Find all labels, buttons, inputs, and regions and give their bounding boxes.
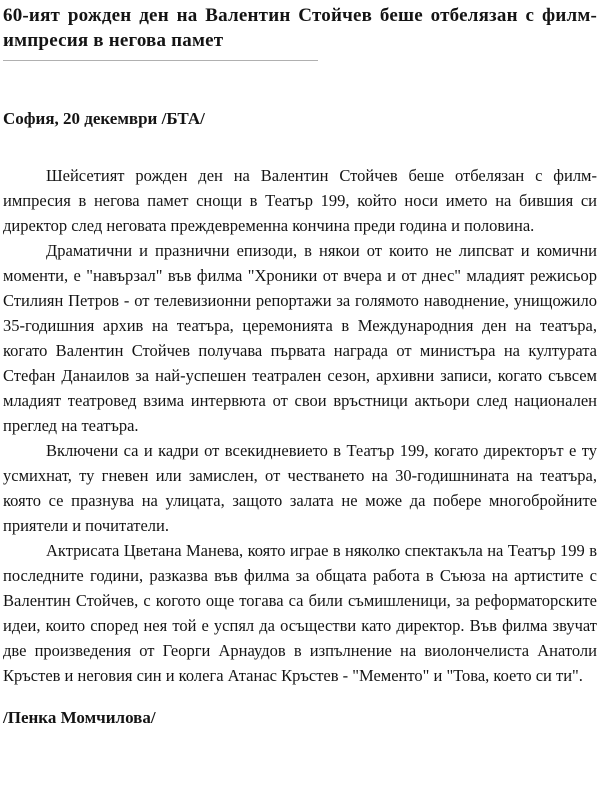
title-divider (3, 60, 318, 61)
byline: /Пенка Момчилова/ (3, 708, 156, 727)
article-title: 60-ият рожден ден на Валентин Стойчев беше отбелязан с филм-импресия в негова памет (3, 5, 597, 51)
article-paragraph: Актрисата Цветана Манева, която играе в няколко спектакъла на Театър 199 в последните години, разказва във филма за общата работа в Съюза на артистите с Валентин Стойчев, с когото още тогава са били съмишленици, за реформаторските идеи, които според нея той е успял да осъществи като директор. Във филма звучат две произведения от Георги Арнаудов в изпълнение на виолончелиста Анатоли Кръстев и неговия син и колега Атанас Кръстев - "Мементо" и "Това, което си ти". (3, 541, 597, 685)
article-paragraph: Драматични и празнични епизоди, в някои от които не липсват и комични моменти, е "навързал" във филма "Хроники от вчера и от днес" младият режисьор Стилиян Петров - от телевизионни репортажи за голямото наводнение, унищожило 35-годишния архив на театъра, церемонията в Международния ден на театъра, когато Валентин Стойчев получава първата награда от министъра на културата Стефан Данаилов за най-успешен театрален сезон, архивни записи, когато съвсем младият театровед взима интервюта от свои връстници актьори след национален преглед на театъра. (3, 241, 597, 435)
dateline: София, 20 декември /БТА/ (3, 109, 205, 128)
article-paragraph: Шейсетият рожден ден на Валентин Стойчев беше отбелязан с филм-импресия в негова памет снощи в Театър 199, който носи името на бившия си директор след неговата преждевременна кончина преди година и половина. (3, 166, 597, 235)
article-paragraph: Включени са и кадри от всекидневието в Театър 199, когато директорът е ту усмихнат, ту гневен или замислен, от честването на 30-годишнината на театъра, която се празнува на улицата, защото залата не може да побере многобройните приятели и почитатели. (3, 441, 597, 535)
article-body (3, 163, 597, 688)
